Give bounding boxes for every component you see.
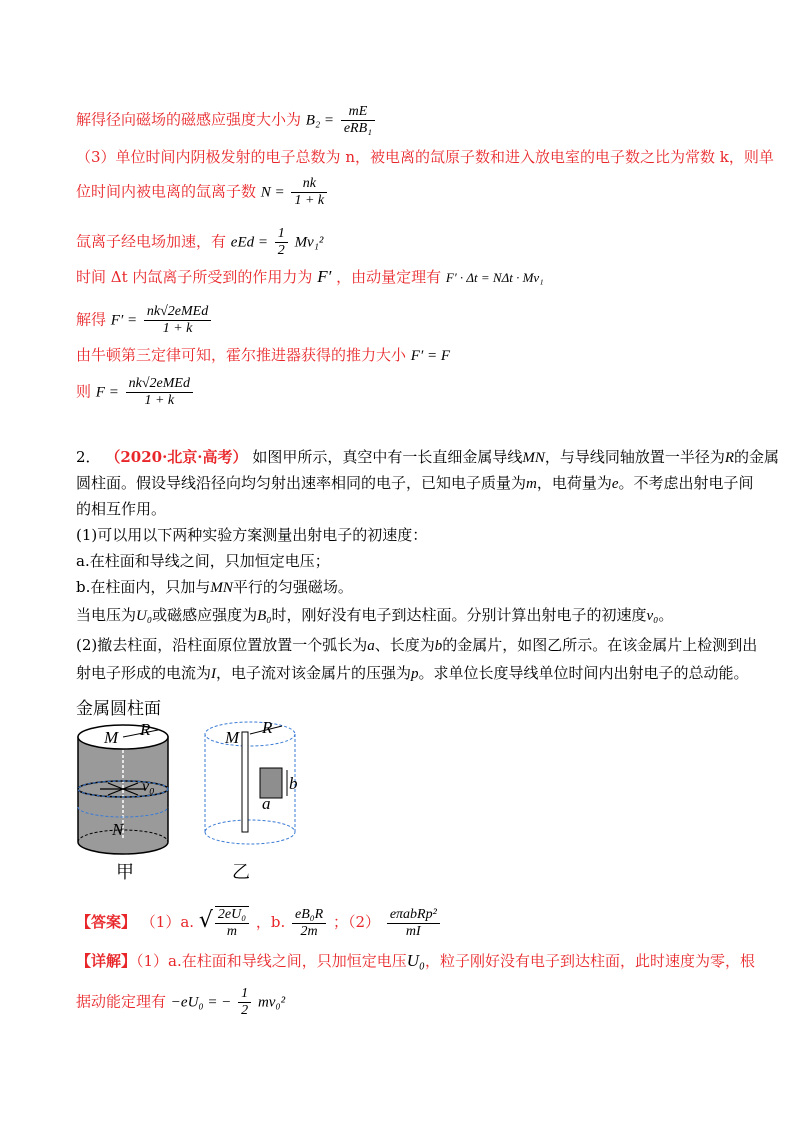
formula-tail: mv₀² [257, 994, 286, 1011]
formula: eEd = [230, 234, 268, 251]
text: 的相互作用。 [76, 500, 167, 518]
solution-line-3 [76, 226, 323, 259]
label-jia: 甲 [116, 862, 134, 883]
denominator: 2 [241, 1003, 249, 1018]
var: v₀ [646, 608, 659, 624]
denominator: mI [405, 923, 421, 939]
label-yi: 乙 [232, 862, 250, 883]
text: ，b. [255, 913, 286, 931]
solution-line-4 [76, 266, 544, 289]
numerator: 1 [275, 226, 288, 243]
detail-line-2 [76, 986, 285, 1019]
formula: B₂ = [305, 112, 335, 129]
formula: F′ = F [410, 348, 451, 364]
label-b2: b [289, 774, 298, 793]
text: 。 [658, 606, 674, 624]
text: 由牛顿第三定律可知，霍尔推进器获得的推力大小 [76, 346, 407, 364]
numerator: nk√2eMEd [126, 376, 193, 393]
denominator: 2m [300, 923, 318, 939]
problem-line-9 [76, 662, 749, 685]
wire-strip [242, 732, 248, 832]
denominator: eRB₁ [343, 121, 373, 136]
answer-line [76, 906, 442, 940]
denominator: 2 [277, 243, 285, 258]
problem-line-7 [76, 604, 673, 627]
var: MN [522, 450, 545, 466]
text: 或磁感应强度为 [152, 606, 258, 624]
var: b [434, 638, 443, 654]
label-v0: v₀ [142, 778, 155, 795]
label-M1: M [104, 728, 119, 747]
var: p [411, 666, 419, 682]
text: （3）单位时间内阴极发射的电子总数为 n，被电离的氙原子数和进入放电室的电子数之比为常数 k，则单 [76, 148, 774, 166]
numerator: 1 [238, 986, 251, 1003]
var: U₀ [406, 951, 425, 970]
fraction [291, 176, 327, 209]
problem-line-6 [76, 576, 353, 599]
var: U₀ [136, 608, 153, 624]
text: 时，刚好没有电子到达柱面。分别计算出射电子的初速度 [271, 606, 647, 624]
text: 位时间内被电离的氙离子数 [76, 182, 257, 201]
solution-line-2b [76, 176, 329, 209]
text: 当电压为 [76, 606, 137, 624]
solution-line-1 [76, 104, 377, 137]
fraction [275, 226, 288, 259]
solution-line-5 [76, 304, 213, 337]
solution-line-2a [76, 146, 774, 168]
problem-line-3 [76, 498, 166, 520]
formula: −eU₀ = − [170, 994, 232, 1011]
text: 时间 Δt 内氙离子所受到的作用力为 [76, 268, 313, 286]
problem-line-4 [76, 524, 427, 546]
problem-line-1 [76, 446, 779, 469]
fraction [238, 986, 251, 1019]
text: （1）a. [140, 913, 195, 931]
var: B₀ [257, 608, 272, 624]
problem-line-8 [76, 634, 757, 657]
text: 圆柱面。假设导线沿径向均匀射出速率相同的电子，已知电子质量为 [76, 474, 527, 492]
numerator: eB₀R [292, 907, 326, 924]
text: 的金属片，如图乙所示。在该金属片上检测到出 [442, 636, 758, 654]
text: ，粒子刚好没有电子到达柱面，此时速度为零，根 [424, 952, 755, 970]
text: 则 [76, 382, 92, 401]
var: e [611, 476, 619, 492]
text: b.在柱面内，只加与 [76, 578, 211, 596]
numerator: nk√2eMEd [144, 304, 211, 321]
denominator: 1 + k [144, 393, 175, 408]
text: 氙离子经电场加速，有 [76, 232, 227, 251]
numerator: 2eU₀ [215, 907, 249, 924]
solution-line-7 [76, 376, 195, 409]
text: (2)撤去柱面，沿柱面原位置放置一个弧长为 [76, 636, 368, 654]
fraction [341, 104, 375, 137]
label-R2: R [262, 718, 273, 737]
figure-yi [205, 722, 295, 844]
fraction-b [292, 907, 326, 940]
formula: N = [260, 184, 285, 201]
formula: F′ · Δt = NΔt · Mv₁ [445, 270, 544, 285]
fraction-c [387, 907, 440, 940]
text: ，与导线同轴放置一半径为 [544, 448, 725, 466]
solution-line-6 [76, 344, 450, 367]
text: 平行的匀强磁场。 [232, 578, 353, 596]
dashed-cylinder-bottom [205, 820, 295, 844]
text: 。不考虑出射电子间 [618, 474, 754, 492]
problem-source: （2020·北京·高考） [105, 448, 248, 466]
formula-tail: Mv₁² [294, 234, 324, 251]
text: 如图甲所示，真空中有一长直细金属导线 [252, 448, 523, 466]
label-N1: N [112, 820, 124, 839]
text: （1）a.在柱面和导线之间，只加恒定电压 [136, 952, 407, 970]
formula: F′ [317, 267, 332, 286]
text: 解得 [76, 310, 107, 329]
text: ，由动量定理有 [336, 268, 442, 286]
formula: F = [95, 384, 119, 401]
text: 射电子形成的电流为 [76, 664, 212, 682]
formula: F′ = [110, 312, 138, 329]
text: 据动能定理有 [76, 992, 167, 1011]
figure-cylinders [60, 712, 320, 882]
text: (1)可以用以下两种实验方案测量出射电子的初速度： [76, 526, 428, 544]
problem-line-5 [76, 550, 330, 572]
text: ；（2） [332, 913, 381, 931]
text: 的金属 [734, 448, 780, 466]
label-a2: a [262, 794, 271, 813]
sqrt-fraction [215, 906, 249, 940]
fraction [144, 304, 211, 337]
numerator: eπabRp² [387, 907, 440, 924]
text: a.在柱面和导线之间，只加恒定电压； [76, 552, 330, 570]
detail-line-1 [76, 950, 755, 972]
var: a [367, 638, 375, 654]
numerator: nk [291, 176, 327, 193]
denominator: 1 + k [294, 193, 325, 208]
text: 解得径向磁场的磁感应强度大小为 [76, 110, 302, 129]
var: m [526, 476, 537, 492]
sqrt-sign: √ [198, 908, 213, 933]
text: ，电荷量为 [536, 474, 612, 492]
numerator: mE [341, 104, 375, 121]
answer-tag: 【答案】 [76, 913, 137, 931]
detail-tag: 【详解】 [76, 952, 137, 970]
fraction [126, 376, 193, 409]
problem-number: 2． [76, 448, 101, 466]
problem-line-2 [76, 472, 754, 495]
label-M2: M [225, 728, 240, 747]
text: 。求单位长度导线单位时间内出射电子的总动能。 [418, 664, 749, 682]
label-R1: R [140, 720, 151, 739]
text: ，电子流对该金属片的压强为 [216, 664, 412, 682]
var: R [724, 450, 735, 466]
denominator: 1 + k [162, 321, 193, 336]
figure-caption-cylinder: 金属圆柱面 [76, 699, 161, 719]
text: 、长度为 [374, 636, 435, 654]
var: MN [210, 580, 233, 596]
var: I [211, 666, 217, 682]
denominator: m [226, 924, 238, 939]
